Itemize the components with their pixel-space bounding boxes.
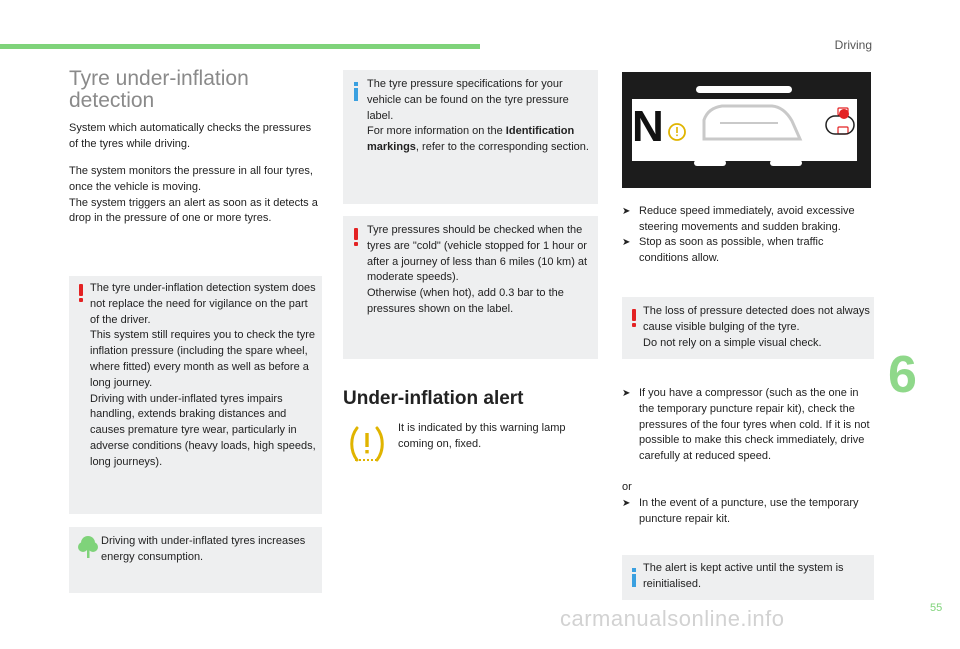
- instrument-panel-illustration: [622, 72, 871, 188]
- bullet-marker-icon: ➤: [622, 388, 631, 399]
- list-item: ➤ Reduce speed immediately, avoid excessive steering movements and sudden braking.: [622, 205, 855, 233]
- chapter-number: 6: [888, 346, 917, 404]
- warning-icon: [632, 309, 636, 327]
- identification-markings-link[interactable]: Identification markings: [367, 125, 575, 154]
- info-icon: [354, 82, 358, 100]
- info-icon: [632, 568, 636, 586]
- intro-paragraph: System which automatically checks the pressures of the tyres while driving.: [69, 122, 312, 150]
- bullet-marker-icon: ➤: [622, 206, 631, 217]
- eco-text: Driving with under-inflated tyres increases energy consumption.: [101, 535, 306, 563]
- warning-text: The loss of pressure detected does not always cause visible bulging of the tyre. Do not rely on a simple visual check.: [643, 305, 870, 349]
- warning-text: Tyre pressures should be checked when the tyres are "cold" (vehicle stopped for 1 hour or after a journey of less than 6 miles (10 km) at moderate speeds). Otherwise (when hot), add 0.3 bar to the pressures shown on the label.: [367, 224, 588, 315]
- top-accent-bar: [0, 44, 480, 49]
- eco-leaf-icon: [77, 535, 99, 559]
- warning-box-vigilance: [69, 276, 322, 514]
- monitor-paragraph: The system monitors the pressure in all four tyres, once the vehicle is moving. The system triggers an alert as soon as it detects a drop in the pressure of one or more tyres.: [69, 165, 318, 225]
- warning-text: The tyre under-inflation detection system does not replace the need for vigilance on the part of the driver. This system still requires you to check the tyre inflation pressure (including the spare wheel, where fitted) every month as well as before a long journey. Driving with under-inflated tyres impairs handling, extends braking distances and causes premature tyre wear, particularly in adverse conditions (heavy loads, high speeds, long journeys).: [90, 282, 316, 468]
- list-item: ➤ If you have a compressor (such as the one in the temporary puncture repair kit), check the pressures of the four tyres when cold. If it is not possible to make this check immediately, drive carefully at reduced speed.: [622, 387, 870, 463]
- section-heading: Under-inflation alert: [343, 388, 524, 409]
- bullet-marker-icon: ➤: [622, 237, 631, 248]
- watermark: carmanualsonline.info: [560, 606, 785, 631]
- list-item: ➤ Stop as soon as possible, when traffic conditions allow.: [622, 236, 824, 264]
- or-separator: or: [622, 481, 632, 493]
- info-text: The tyre pressure specifications for your vehicle can be found on the tyre pressure label. For more information on the Identification markings, refer to the corresponding section.: [367, 78, 589, 154]
- eco-box: [69, 527, 322, 593]
- lamp-description: It is indicated by this warning lamp coming on, fixed.: [398, 422, 566, 450]
- warning-box-cold-tyres: [343, 216, 598, 359]
- tyre-pressure-warning-lamp-icon: [349, 425, 385, 463]
- info-box-specifications: [343, 70, 598, 204]
- section-title: Driving: [834, 38, 872, 52]
- info-box-reinitialised: [622, 555, 874, 600]
- page-title: Tyre under-inflation detection: [69, 67, 249, 112]
- warning-icon: [354, 228, 358, 246]
- gear-indicator: N: [632, 102, 664, 151]
- page-number: 55: [930, 602, 943, 614]
- warning-icon: [79, 284, 83, 302]
- bullet-marker-icon: ➤: [622, 498, 631, 509]
- list-item: ➤ In the event of a puncture, use the temporary puncture repair kit.: [622, 497, 859, 525]
- warning-box-visual-check: [622, 297, 874, 359]
- info-text: The alert is kept active until the system is reinitialised.: [643, 562, 844, 590]
